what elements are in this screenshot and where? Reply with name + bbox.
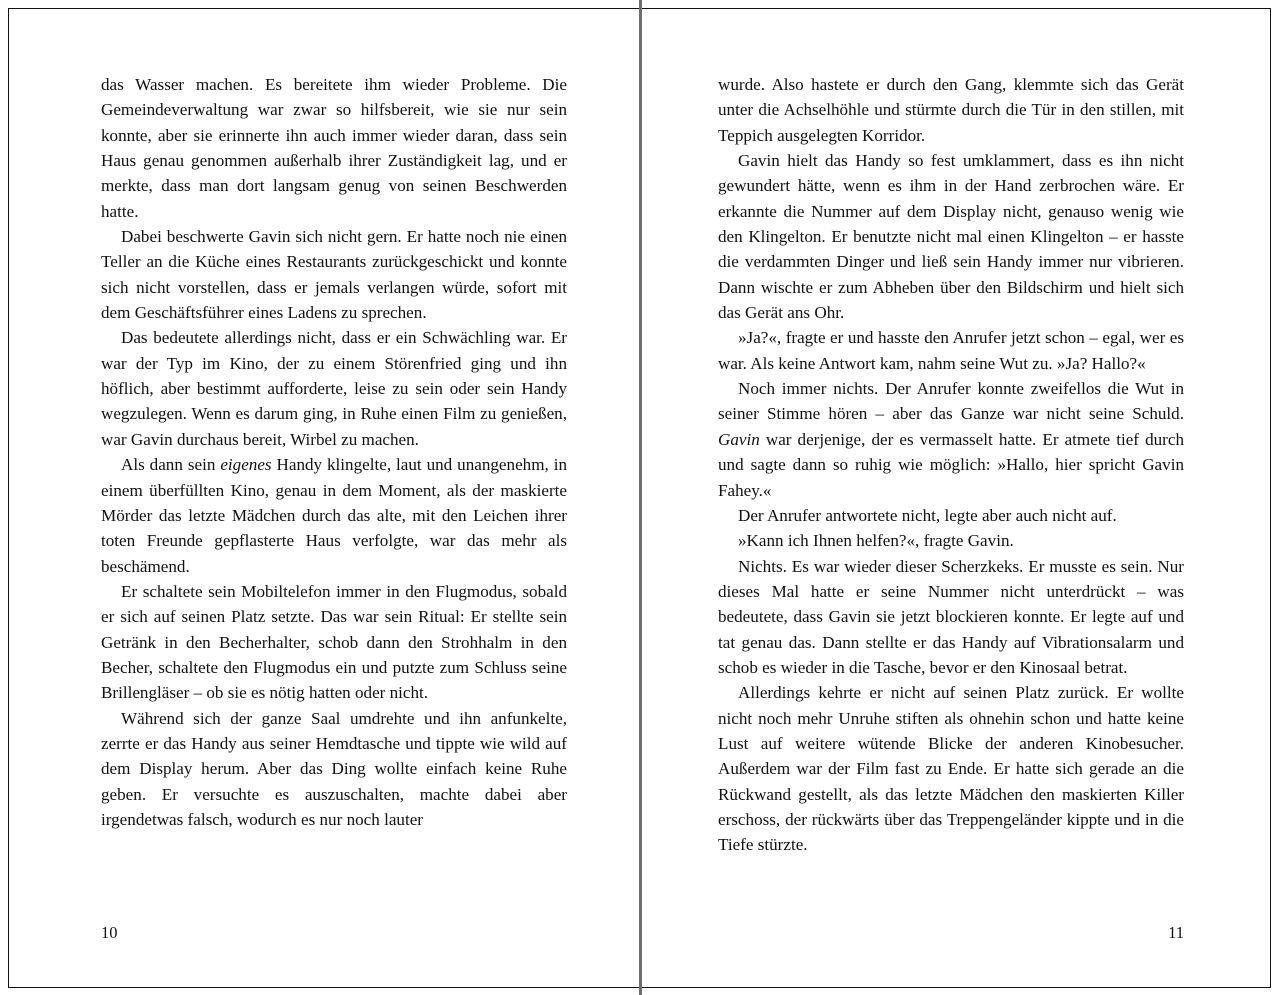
emphasis-text: Gavin [718,429,760,449]
left-page-folio: 10 [101,923,118,942]
right-page-text-column [718,72,1184,858]
paragraph: »Kann ich Ihnen helfen?«, fragte Gavin. [738,531,1014,551]
paragraph: »Ja?«, fragte er und hasste den Anrufer jetzt schon – egal, wer es war. Als keine Antwort kam, nahm seine Wut zu. »Ja? Hallo?« [718,328,1184,373]
right-page-folio: 11 [1168,923,1184,942]
paragraph: Er schaltete sein Mobiltelefon immer in den Flugmodus, sobald er sich auf seinen Platz setzte. Das war sein Ritual: Er stellte sein Getränk in den Becherhalter, schob dann den Strohhalm in den Becher, schaltete den Flugmodus ein und putzte zum Schluss seine Brillengläser – ob sie es nötig hatten oder nicht. [101,581,567,703]
paragraph: wurde. Also hastete er durch den Gang, klemmte sich das Gerät unter die Achselhöhle und stürmte durch die Tür in den stillen, mit Teppich ausgelegten Korridor. [718,75,1184,145]
paragraph: Gavin hielt das Handy so fest umklammert, dass es ihn nicht gewundert hätte, wenn es ihm in der Hand zerbrochen wäre. Er erkannte die Nummer auf dem Display nicht, genauso wenig wie den Klingelton. Er benutzte nicht mal einen Klingelton – er hasste die verdammten Dinger und ließ sein Handy immer nur vibrieren. Dann wischte er zum Abheben über den Bildschirm und hielt sich das Gerät ans Ohr. [718,151,1184,323]
paragraph: Dabei beschwerte Gavin sich nicht gern. Er hatte noch nie einen Teller an die Küche eines Restaurants zurückgeschickt und konnte sich nicht vorstellen, dass er jemals verlangen würde, sofort mit dem Geschäftsführer eines Ladens zu sprechen. [101,227,567,323]
paragraph: Allerdings kehrte er nicht auf seinen Platz zurück. Er wollte nicht noch mehr Unruhe stiften als ohnehin schon und hatte keine Lust auf weitere wütende Blicke der anderen Kinobesucher. Außerdem war der Film fast zu Ende. Er hatte sich gerade an die Rückwand gestellt, als das letzte Mädchen den maskierten Killer erschoss, der rückwärts über das Treppengeländer kippte und in die Tiefe stürzte. [718,683,1184,855]
right-page [642,0,1280,995]
paragraph: Während sich der ganze Saal umdrehte und ihn anfunkelte, zerrte er das Handy aus seiner Hemdtasche und tippte wie wild auf dem Display herum. Aber das Ding wollte einfach keine Ruhe geben. Er versuchte es auszuschalten, machte dabei aber irgendetwas falsch, wodurch es nur noch lauter [101,708,567,829]
paragraph: Als dann sein eigenes Handy klingelte, laut und unangenehm, in einem überfüllten Kino, genau in dem Moment, als der maskierte Mörder das letzte Mädchen durch das alte, mit den Leichen ihrer toten Freunde gepflasterte Haus verfolgte, war das mehr als beschämend. [101,455,567,576]
paragraph: das Wasser machen. Es bereitete ihm wieder Probleme. Die Gemeindeverwaltung war zwar so hilfsbereit, wie sie nur sein konnte, aber sie erinnerte ihn auch immer wieder daran, dass sein Haus genau genommen außerhalb ihrer Zuständigkeit lag, und er merkte, dass man dort langsam genug von seinen Beschwerden hatte. [101,75,567,221]
left-page [0,0,639,995]
emphasis-text: eigenes [220,455,272,475]
paragraph: Das bedeutete allerdings nicht, dass er ein Schwächling war. Er war der Typ im Kino, der zu einem Störenfried ging und ihn höflich, aber bestimmt aufforderte, leise zu sein oder sein Handy wegzulegen. Wenn es darum ging, in Ruhe einen Film zu genießen, war Gavin durchaus bereit, Wirbel zu machen. [101,328,567,449]
paragraph: Nichts. Es war wieder dieser Scherzkeks. Er musste es sein. Nur dieses Mal hatte er seine Nummer nicht unterdrückt – was bedeutete, dass Gavin sie jetzt blockieren konnte. Er legte auf und tat genau das. Dann stellte er das Handy auf Vibrationsalarm und schob es wieder in die Tasche, bevor er den Kinosaal betrat. [718,556,1184,677]
left-page-text-column [101,72,567,832]
paragraph: Der Anrufer antwortete nicht, legte aber auch nicht auf. [738,505,1117,525]
paragraph: Noch immer nichts. Der Anrufer konnte zweifellos die Wut in seiner Stimme hören – aber das Ganze war nicht seine Schuld. Gavin war derjenige, der es vermasselt hatte. Er atmete tief durch und sagte dann so ruhig wie möglich: »Hallo, hier spricht Gavin Fahey.« [718,379,1184,500]
